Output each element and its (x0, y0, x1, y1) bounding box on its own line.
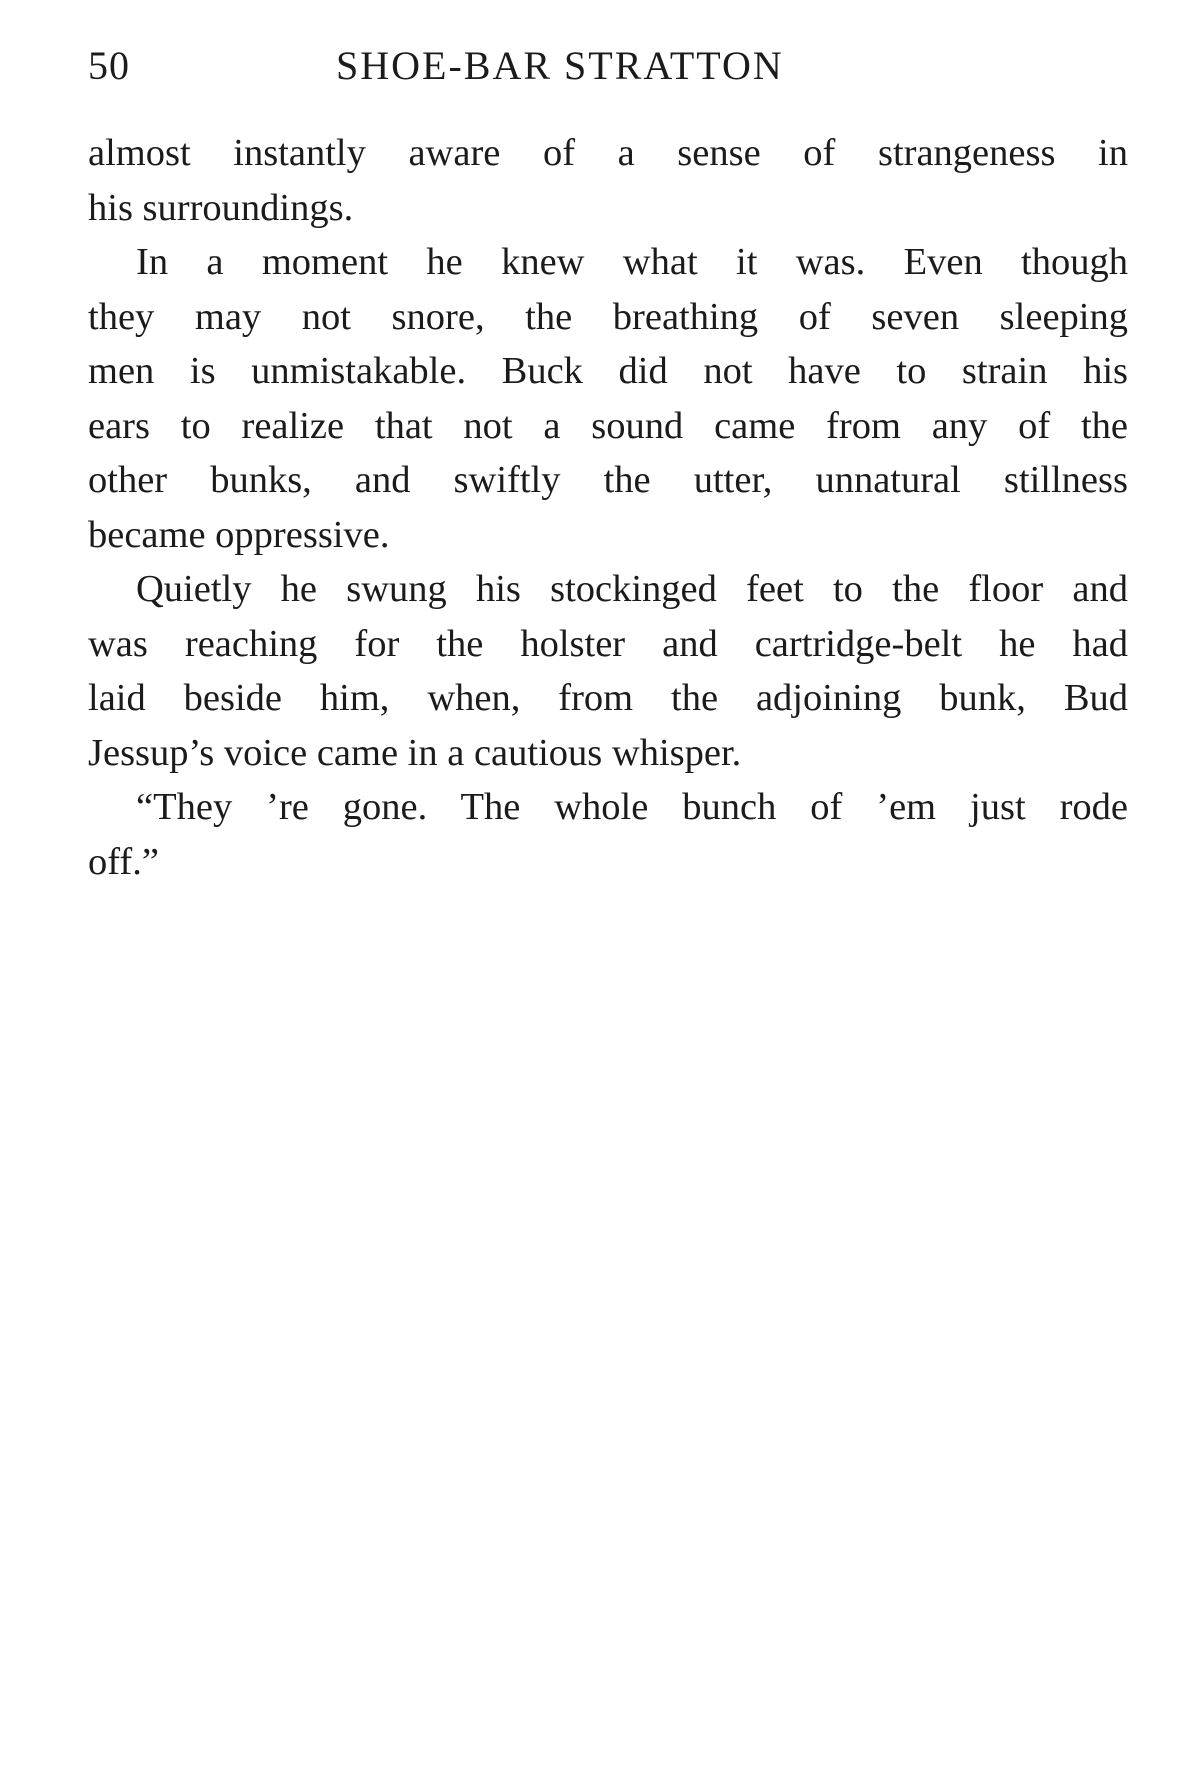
text-line: laid beside him, when, from the adjoining bunk, Bud (88, 677, 1128, 719)
paragraph (88, 562, 1128, 780)
page-number: 50 (88, 43, 130, 88)
text-line: off.” (88, 840, 159, 883)
body-text (88, 126, 1128, 889)
text-line: they may not snore, the breathing of seven sleeping (88, 295, 1128, 338)
text-line: “They ’re gone. The whole bunch of ’em just rode (136, 786, 1128, 828)
running-title: SHOE-BAR STRATTON (336, 43, 784, 88)
text-line: became oppressive. (88, 513, 390, 556)
text-line: Quietly he swung his stockinged feet to the floor and (136, 568, 1128, 610)
text-line: In a moment he knew what it was. Even though (136, 241, 1128, 283)
paragraph (88, 780, 1128, 889)
text-line: other bunks, and swiftly the utter, unnatural stillness (88, 459, 1128, 501)
text-line: almost instantly aware of a sense of strangeness in (88, 132, 1128, 174)
text-line: Jessup’s voice came in a cautious whisper. (88, 731, 742, 774)
text-line: men is unmistakable. Buck did not have to strain his (88, 350, 1128, 392)
paragraph (88, 126, 1128, 235)
text-line: his surroundings. (88, 186, 354, 229)
text-line: was reaching for the holster and cartridge-belt he had (88, 622, 1128, 665)
paragraph (88, 235, 1128, 562)
text-line: ears to realize that not a sound came from any of the (88, 404, 1128, 447)
running-head (88, 42, 1128, 102)
